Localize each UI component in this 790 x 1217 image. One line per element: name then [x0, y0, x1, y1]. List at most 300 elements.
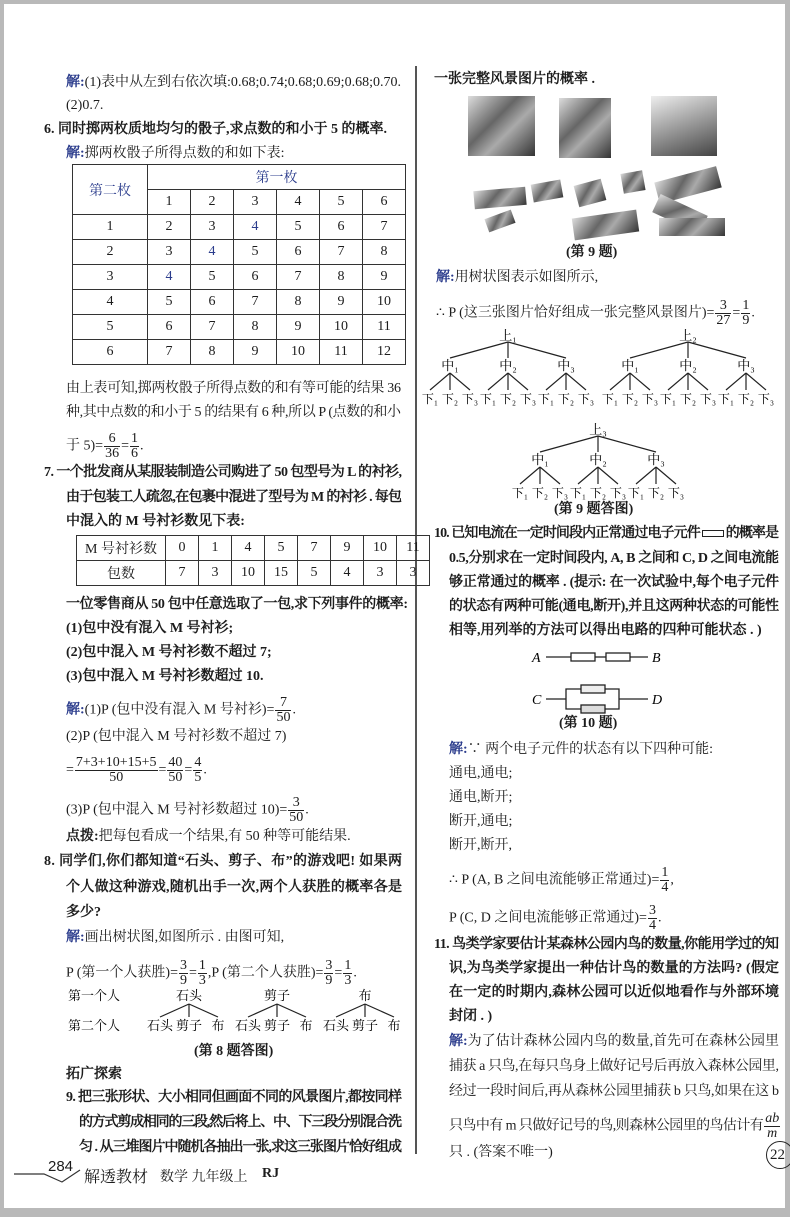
answer-label: 解:: [66, 930, 85, 945]
q11-answer-5: 只 . (答案不唯一): [449, 1145, 553, 1160]
q10-state: 断开,通电;: [449, 814, 513, 829]
fraction: [660, 866, 669, 895]
table-cell: 9: [320, 290, 363, 315]
label-c: C: [532, 693, 542, 708]
tree-leaf: 石头: [234, 1018, 262, 1033]
table-row: [77, 536, 430, 561]
fraction: [288, 796, 304, 825]
tree-branch: [160, 1004, 189, 1017]
q10-state: 通电,通电;: [449, 766, 513, 781]
col-header: 2: [191, 190, 234, 215]
col-header: 5: [320, 190, 363, 215]
table-cell: 7: [166, 561, 199, 586]
tree-leaf: 下₂: [531, 486, 549, 500]
q11-answer-4: [449, 1112, 781, 1141]
tree-leaf: 下₂: [557, 392, 575, 406]
text: 用树状图表示如图所示,: [454, 270, 599, 285]
component: [581, 705, 605, 713]
table-cell: 7: [148, 340, 191, 365]
circuit-diagram: [524, 644, 674, 714]
tree-branch: [488, 373, 508, 390]
tree-mid: 中₂: [679, 358, 697, 373]
row-header: 3: [73, 265, 148, 290]
table-cell: 9: [331, 536, 364, 561]
q11-answer-3: 经过一段时间后,再从森林公园里捕获 b 只鸟,如果在这 b: [449, 1084, 779, 1099]
numerator: 4: [194, 755, 202, 770]
tree-leaf: 下₃: [641, 392, 659, 406]
photo-piece: [559, 98, 611, 158]
denominator: m: [767, 1126, 778, 1141]
component: [571, 653, 595, 661]
section-heading: 拓广探索: [66, 1067, 122, 1082]
tree-leaf: 下₃: [667, 486, 685, 500]
tree-root: 上₂: [679, 328, 697, 343]
tree-level-label: 第一个人: [67, 988, 121, 1003]
tree-branch: [430, 373, 450, 390]
table-cell: 10: [232, 561, 265, 586]
q11-answer-2: 捕获 a 只鸟,在每只鸟身上做好记号后再放入森林公园里,: [449, 1059, 779, 1074]
top-header: 第一枚: [148, 165, 406, 190]
numerator: 1: [198, 958, 206, 973]
tree-branch: [566, 373, 586, 390]
denominator: 5: [194, 770, 202, 785]
table-cell: 10: [277, 340, 320, 365]
table-cell: 9: [277, 315, 320, 340]
denominator: 4: [648, 918, 656, 933]
table-cell: 7: [298, 536, 331, 561]
table-cell: 8: [191, 340, 234, 365]
table-cell: 6: [277, 240, 320, 265]
denominator: 50: [276, 710, 291, 725]
q7-l1: 7. 一个批发商从某服装制造公司购进了 50 包型号为 L 的衬衫,: [44, 465, 402, 480]
q10-state: 通电,断开;: [449, 790, 513, 805]
row-label: 包数: [77, 561, 166, 586]
table-cell: 11: [397, 536, 430, 561]
table-cell: 7: [191, 315, 234, 340]
tree-leaf: 石头: [146, 1018, 174, 1033]
text: ∴ P (这三张图片恰好组成一张完整风景图片)=: [436, 305, 715, 321]
tree-leaf: 下₃: [609, 486, 627, 500]
q5-answer-1: [66, 74, 401, 92]
tree-leaf: 布: [211, 1018, 225, 1033]
fraction: [648, 904, 657, 933]
tree-leaf: 下₂: [499, 392, 517, 406]
tree-leaf: 下₁: [659, 392, 677, 406]
table-row: [77, 561, 430, 586]
tree-leaf: 下₁: [421, 392, 439, 406]
tree-branch: [726, 373, 746, 390]
q7-answer-3: (3)P (包中混入 M 号衬衫数超过 10)= $\frac{3}{50}$ .: [66, 795, 309, 825]
photo-piece: [572, 210, 639, 241]
text: 掷两枚骰子所得点数的和如下表:: [84, 146, 285, 161]
table-cell: 3: [199, 561, 232, 586]
q10-answer-1: [449, 741, 713, 759]
text: 于 5)=: [66, 438, 104, 454]
denominator: 9: [325, 973, 333, 988]
q9-l2: 的方式剪成相同的三段,然后将上、中、下三段分别混合洗: [79, 1115, 401, 1130]
text: 为了估计森林公园内鸟的数量,首先可在森林公园里: [467, 1034, 779, 1049]
q9-l4: 一张完整风景图片的概率 .: [434, 72, 595, 87]
table-row: [73, 215, 406, 240]
tree-branch: [546, 373, 566, 390]
q6-answer-l1: 由上表可知,掷两枚骰子所得点数的和有等可能的结果 36: [66, 381, 401, 396]
tree-leaf: 下₃: [551, 486, 569, 500]
text: =: [158, 762, 167, 778]
q10-l5: 相等,用列举的方法可以得出电路的四种可能状态 . ): [449, 623, 762, 638]
row-header: 1: [73, 215, 148, 240]
answer-label: 解:: [66, 702, 85, 718]
col-header: 4: [277, 190, 320, 215]
text: (1)表中从左到右依次填:0.68;0.74;0.68;0.69;0.68;0.70.: [84, 75, 402, 90]
text: 画出树状图,如图所示 . 由图可知,: [84, 930, 285, 945]
q10-caption: (第 10 题): [559, 716, 618, 731]
q8-l1: 8. 同学们,你们都知道“石头、剪子、布”的游戏吧! 如果两: [44, 854, 403, 869]
tree-leaf: 下₃: [577, 392, 595, 406]
tree-leaf: 下₁: [511, 486, 529, 500]
tree-leaf: 下₃: [757, 392, 775, 406]
q7-answer-2-calc: = $\frac{7+3+10+15+5}{50}$ = $\frac{40}{50}$ = $\frac{4}{5}$ .: [66, 755, 207, 785]
tree-branch: [630, 342, 688, 358]
photo-piece: [531, 180, 564, 203]
numerator: 6: [104, 432, 120, 447]
col-header: 6: [363, 190, 406, 215]
q11-answer-1: [449, 1033, 779, 1051]
rps-tree-diagram: [4, 984, 414, 1040]
tree-leaf: 剪子: [351, 1018, 379, 1033]
photo-piece: [574, 179, 607, 207]
label-d: D: [652, 693, 663, 708]
tree-branch: [630, 373, 650, 390]
tree-branch: [365, 1004, 394, 1017]
tree-leaf: 下₃: [461, 392, 479, 406]
next-page-marker: 22: [766, 1141, 790, 1169]
tree-leaf: 下₁: [537, 392, 555, 406]
table-cell: 6: [320, 215, 363, 240]
tree-node: 布: [358, 988, 372, 1003]
denominator: 3: [344, 973, 352, 988]
tree-branch: [189, 1004, 218, 1017]
q7-answer-1: 解:(1)P (包中没有混入 M 号衬衫)= $\frac{7}{50}$ .: [66, 695, 296, 725]
tree-leaf: 布: [299, 1018, 313, 1033]
denominator: 6: [130, 446, 138, 461]
table-cell: 7: [234, 290, 277, 315]
component: [606, 653, 630, 661]
fraction: [764, 1112, 780, 1141]
table-row: [73, 315, 406, 340]
tree-leaf: 下₂: [441, 392, 459, 406]
table-cell: 10: [363, 290, 406, 315]
table-cell: 6: [148, 315, 191, 340]
q10-state: 断开,断开,: [449, 838, 512, 853]
tree-branch: [746, 373, 766, 390]
label-b: B: [652, 651, 661, 666]
tree-node: 石头: [175, 988, 203, 1003]
text: 把每包看成一个结果,有 50 种等可能结果.: [98, 829, 351, 844]
table-cell: 5: [191, 265, 234, 290]
tree-branch: [540, 436, 598, 452]
tree-branch: [520, 467, 540, 484]
table-row: [73, 340, 406, 365]
table-cell: 5: [277, 215, 320, 240]
tree-mid: 中₂: [499, 358, 517, 373]
text: 10. 已知电流在一定时间段内正常通过电子元件: [434, 526, 700, 541]
table-cell: 3: [364, 561, 397, 586]
q11-l1: 11. 鸟类学家要估计某森林公园内鸟的数量,你能用学过的知: [434, 937, 779, 952]
tree-leaf: 下₂: [589, 486, 607, 500]
textbook-page: [4, 4, 785, 1208]
numerator: 7: [275, 696, 291, 711]
q10-l2: 0.5,分别求在一定时间段内, A, B 之间和 C, D 之间电流能: [449, 551, 779, 566]
q10-l3: 够正常通过的概率 . (提示: 在一次试验中,每个电子元件: [449, 575, 779, 590]
table-cell: 4: [232, 536, 265, 561]
answer-label: 解:: [436, 270, 455, 285]
text: =: [184, 762, 193, 778]
table-cell: 2: [148, 215, 191, 240]
shirts-table: [76, 535, 430, 586]
fraction: [130, 432, 139, 461]
tree-leaf: 布: [387, 1018, 401, 1033]
q7-l2: 由于包装工人疏忽,在包裹中混进了型号为 M 的衬衫 . 每包: [66, 490, 402, 505]
tree-branch: [598, 436, 656, 452]
tree-branch: [688, 342, 746, 358]
table-cell: 3: [397, 561, 430, 586]
numerator: 1: [742, 298, 750, 313]
numerator: 1: [130, 431, 138, 446]
table-cell: 11: [320, 340, 363, 365]
tree-leaf: 剪子: [175, 1018, 203, 1033]
tree-branch: [450, 373, 470, 390]
q9-caption: (第 9 题): [566, 245, 618, 260]
tree-root: 上₃: [589, 422, 607, 437]
page-number: 284: [48, 1158, 74, 1175]
table-row: [73, 290, 406, 315]
tree-root: 上₁: [499, 328, 517, 343]
text: .: [139, 438, 144, 454]
tree-branch: [508, 342, 566, 358]
q7-part2: (2)包中混入 M 号衬衫数不超过 7;: [66, 645, 272, 660]
table-cell: 8: [320, 265, 363, 290]
q8-caption: (第 8 题答图): [194, 1044, 274, 1059]
landscape-tree-diagram: [420, 322, 790, 500]
tree-branch: [450, 342, 508, 358]
corner-header: 第二枚: [73, 165, 148, 215]
table-cell: 0: [166, 536, 199, 561]
text: =: [121, 438, 129, 454]
tree-mid: 中₃: [737, 358, 755, 373]
text: P (第一个人获胜)=: [66, 965, 178, 981]
table-cell: 6: [191, 290, 234, 315]
tree-leaf: 下₂: [647, 486, 665, 500]
fraction: [275, 696, 291, 725]
table-cell: 11: [363, 315, 406, 340]
table-cell: 4: [331, 561, 364, 586]
answer-label: 解:: [449, 1034, 468, 1049]
q7-answer-2: (2)P (包中混入 M 号衬衫数不超过 7): [66, 729, 287, 744]
q10-p-ab: ∴ P (A, B 之间电流能够正常通过)= $\frac{1}{4}$ ,: [449, 865, 674, 895]
q7-l3: 中混入的 M 号衬衫数见下表:: [66, 514, 245, 529]
table-cell: 4: [191, 240, 234, 265]
q9-answer-caption: (第 9 题答图): [554, 502, 634, 517]
tree-leaf: 下₂: [621, 392, 639, 406]
text: 的概率是: [725, 526, 779, 541]
text: ∴ P (A, B 之间电流能够正常通过)=: [449, 872, 660, 888]
table-cell: 15: [265, 561, 298, 586]
numerator: ab: [765, 1111, 780, 1126]
tree-mid: 中₃: [557, 358, 575, 373]
tree-mid: 中₁: [531, 452, 549, 467]
table-cell: 8: [363, 240, 406, 265]
subject-grade: 数学 九年级上: [160, 1170, 248, 1185]
q9-answer-1: [436, 269, 598, 287]
tree-branch: [336, 1004, 365, 1017]
q9-l3: 匀 . 从三堆图片中随机各抽出一张,求这三张图片恰好组成: [79, 1140, 401, 1155]
q7-l4: 一位零售商从 50 包中任意选取了一包,求下列事件的概率:: [66, 597, 408, 612]
q7-tip: [66, 828, 351, 846]
numerator: 1: [661, 865, 669, 880]
numerator: 3: [180, 958, 187, 973]
q7-part3: (3)包中混入 M 号衬衫数超过 10.: [66, 669, 264, 684]
tree-branch: [540, 467, 560, 484]
tree-leaf: 下₁: [479, 392, 497, 406]
tree-mid: 中₂: [589, 452, 607, 467]
tree-leaf: 下₁: [601, 392, 619, 406]
row-header: 4: [73, 290, 148, 315]
tree-level-label: 第二个人: [67, 1018, 121, 1033]
fraction: [193, 756, 202, 785]
photo-piece: [484, 210, 515, 233]
tree-node: 剪子: [263, 988, 291, 1003]
tree-branch: [598, 467, 618, 484]
tree-branch: [277, 1004, 306, 1017]
numerator: 3: [648, 903, 656, 918]
photo-piece: [468, 96, 535, 156]
tree-leaf: 石头: [322, 1018, 350, 1033]
table-cell: 5: [148, 290, 191, 315]
table-cell: 7: [277, 265, 320, 290]
q11-l4: 封闭 . ): [449, 1009, 493, 1024]
text: (3)P (包中混入 M 号衬衫数超过 10)=: [66, 802, 288, 818]
q10-l1: [434, 525, 778, 543]
table-row: [73, 240, 406, 265]
tree-branch: [656, 467, 676, 484]
denominator: 4: [661, 880, 669, 895]
table-cell: 7: [320, 240, 363, 265]
tree-leaf: 剪子: [263, 1018, 291, 1033]
q11-l3: 在一定的时期内,森林公园可以近似地看作与外部环境: [449, 985, 780, 1000]
tree-mid: 中₁: [441, 358, 459, 373]
q6-question: 6. 同时掷两枚质地均匀的骰子,求点数的和小于 5 的概率.: [44, 122, 387, 137]
book-title: 解透教材: [84, 1169, 149, 1186]
fraction: [167, 756, 183, 785]
answer-label: 解:: [449, 742, 468, 757]
text: ,P (第二个人获胜)=: [207, 965, 324, 981]
numerator: 1: [344, 958, 352, 973]
q6-answer-l3: [66, 432, 143, 461]
answer-label: 解:: [66, 146, 85, 161]
tree-branch: [668, 373, 688, 390]
table-row: [73, 265, 406, 290]
row-header: 2: [73, 240, 148, 265]
row-header: 5: [73, 315, 148, 340]
text: ∵ 两个电子元件的状态有以下四种可能:: [467, 742, 714, 757]
table-cell: 9: [363, 265, 406, 290]
column-divider: [415, 66, 417, 1154]
table-cell: 1: [199, 536, 232, 561]
denominator: 50: [168, 770, 183, 785]
dice-sum-table: [72, 164, 406, 365]
tree-leaf: 下₃: [699, 392, 717, 406]
numerator: 7+3+10+15+5: [75, 755, 157, 770]
denominator: 27: [716, 313, 731, 328]
tip-label: 点拨:: [66, 829, 99, 844]
photo-piece: [659, 218, 725, 236]
q8-answer-1: [66, 929, 284, 947]
tree-leaf: 下₁: [627, 486, 645, 500]
text: P (C, D 之间电流能够正常通过)=: [449, 910, 647, 926]
text: =: [66, 762, 74, 778]
tree-leaf: 下₂: [737, 392, 755, 406]
q6-answer-l2: 种,其中点数的和小于 5 的结果有 6 种,所以 P (点数的和小: [66, 405, 401, 420]
denominator: 9: [742, 313, 750, 328]
tree-branch: [578, 467, 598, 484]
table-cell: 5: [265, 536, 298, 561]
col-header: 3: [234, 190, 277, 215]
col-header: 1: [148, 190, 191, 215]
q10-l4: 的状态有两种可能(通电,断开),并且这两种状态的可能性: [449, 599, 779, 614]
row-label: M 号衬衫数: [77, 536, 166, 561]
fraction: [104, 432, 120, 461]
tree-branch: [636, 467, 656, 484]
table-cell: 5: [298, 561, 331, 586]
table-cell: 7: [363, 215, 406, 240]
q8-l3: 多少?: [66, 905, 101, 920]
denominator: 50: [109, 770, 124, 785]
edition: RJ: [262, 1166, 280, 1181]
denominator: 3: [198, 973, 206, 988]
component-icon: [702, 530, 724, 537]
table-cell: 8: [234, 315, 277, 340]
q8-l2: 个人做这种游戏,随机出手一次,两个人获胜的概率各是: [66, 880, 403, 895]
tree-leaf: 下₁: [569, 486, 587, 500]
table-cell: 3: [148, 240, 191, 265]
table-cell: 8: [277, 290, 320, 315]
table-cell: 4: [148, 265, 191, 290]
table-cell: 9: [234, 340, 277, 365]
photo-piece: [620, 170, 645, 194]
table-cell: 4: [234, 215, 277, 240]
photo-piece: [473, 187, 526, 209]
tree-branch: [508, 373, 528, 390]
component: [581, 685, 605, 693]
numerator: 40: [168, 755, 183, 770]
numerator: 3: [288, 796, 304, 811]
tree-branch: [248, 1004, 277, 1017]
text: (1)P (包中没有混入 M 号衬衫)=: [84, 702, 275, 718]
q10-p-cd: P (C, D 之间电流能够正常通过)= $\frac{3}{4}$ .: [449, 903, 662, 933]
tree-branch: [610, 373, 630, 390]
tree-leaf: 下₂: [679, 392, 697, 406]
photo-piece: [651, 96, 717, 156]
label-a: A: [532, 651, 541, 666]
table-cell: 5: [234, 240, 277, 265]
q8-answer-2: P (第一个人获胜)= $\frac{3}{9}$ = $\frac{1}{3}$ ,P (第二个人获胜)= $\frac{3}{9}$ = $\frac{1}{3}$ .: [66, 958, 357, 988]
tree-mid: 中₁: [621, 358, 639, 373]
numerator: 3: [325, 958, 333, 973]
row-header: 6: [73, 340, 148, 365]
answer-label: 解:: [66, 75, 85, 90]
q9-answer-2: ∴ P (这三张图片恰好组成一张完整风景图片)= $\frac{3}{27}$ = $\frac{1}{9}$ .: [436, 298, 755, 328]
table-cell: 6: [234, 265, 277, 290]
